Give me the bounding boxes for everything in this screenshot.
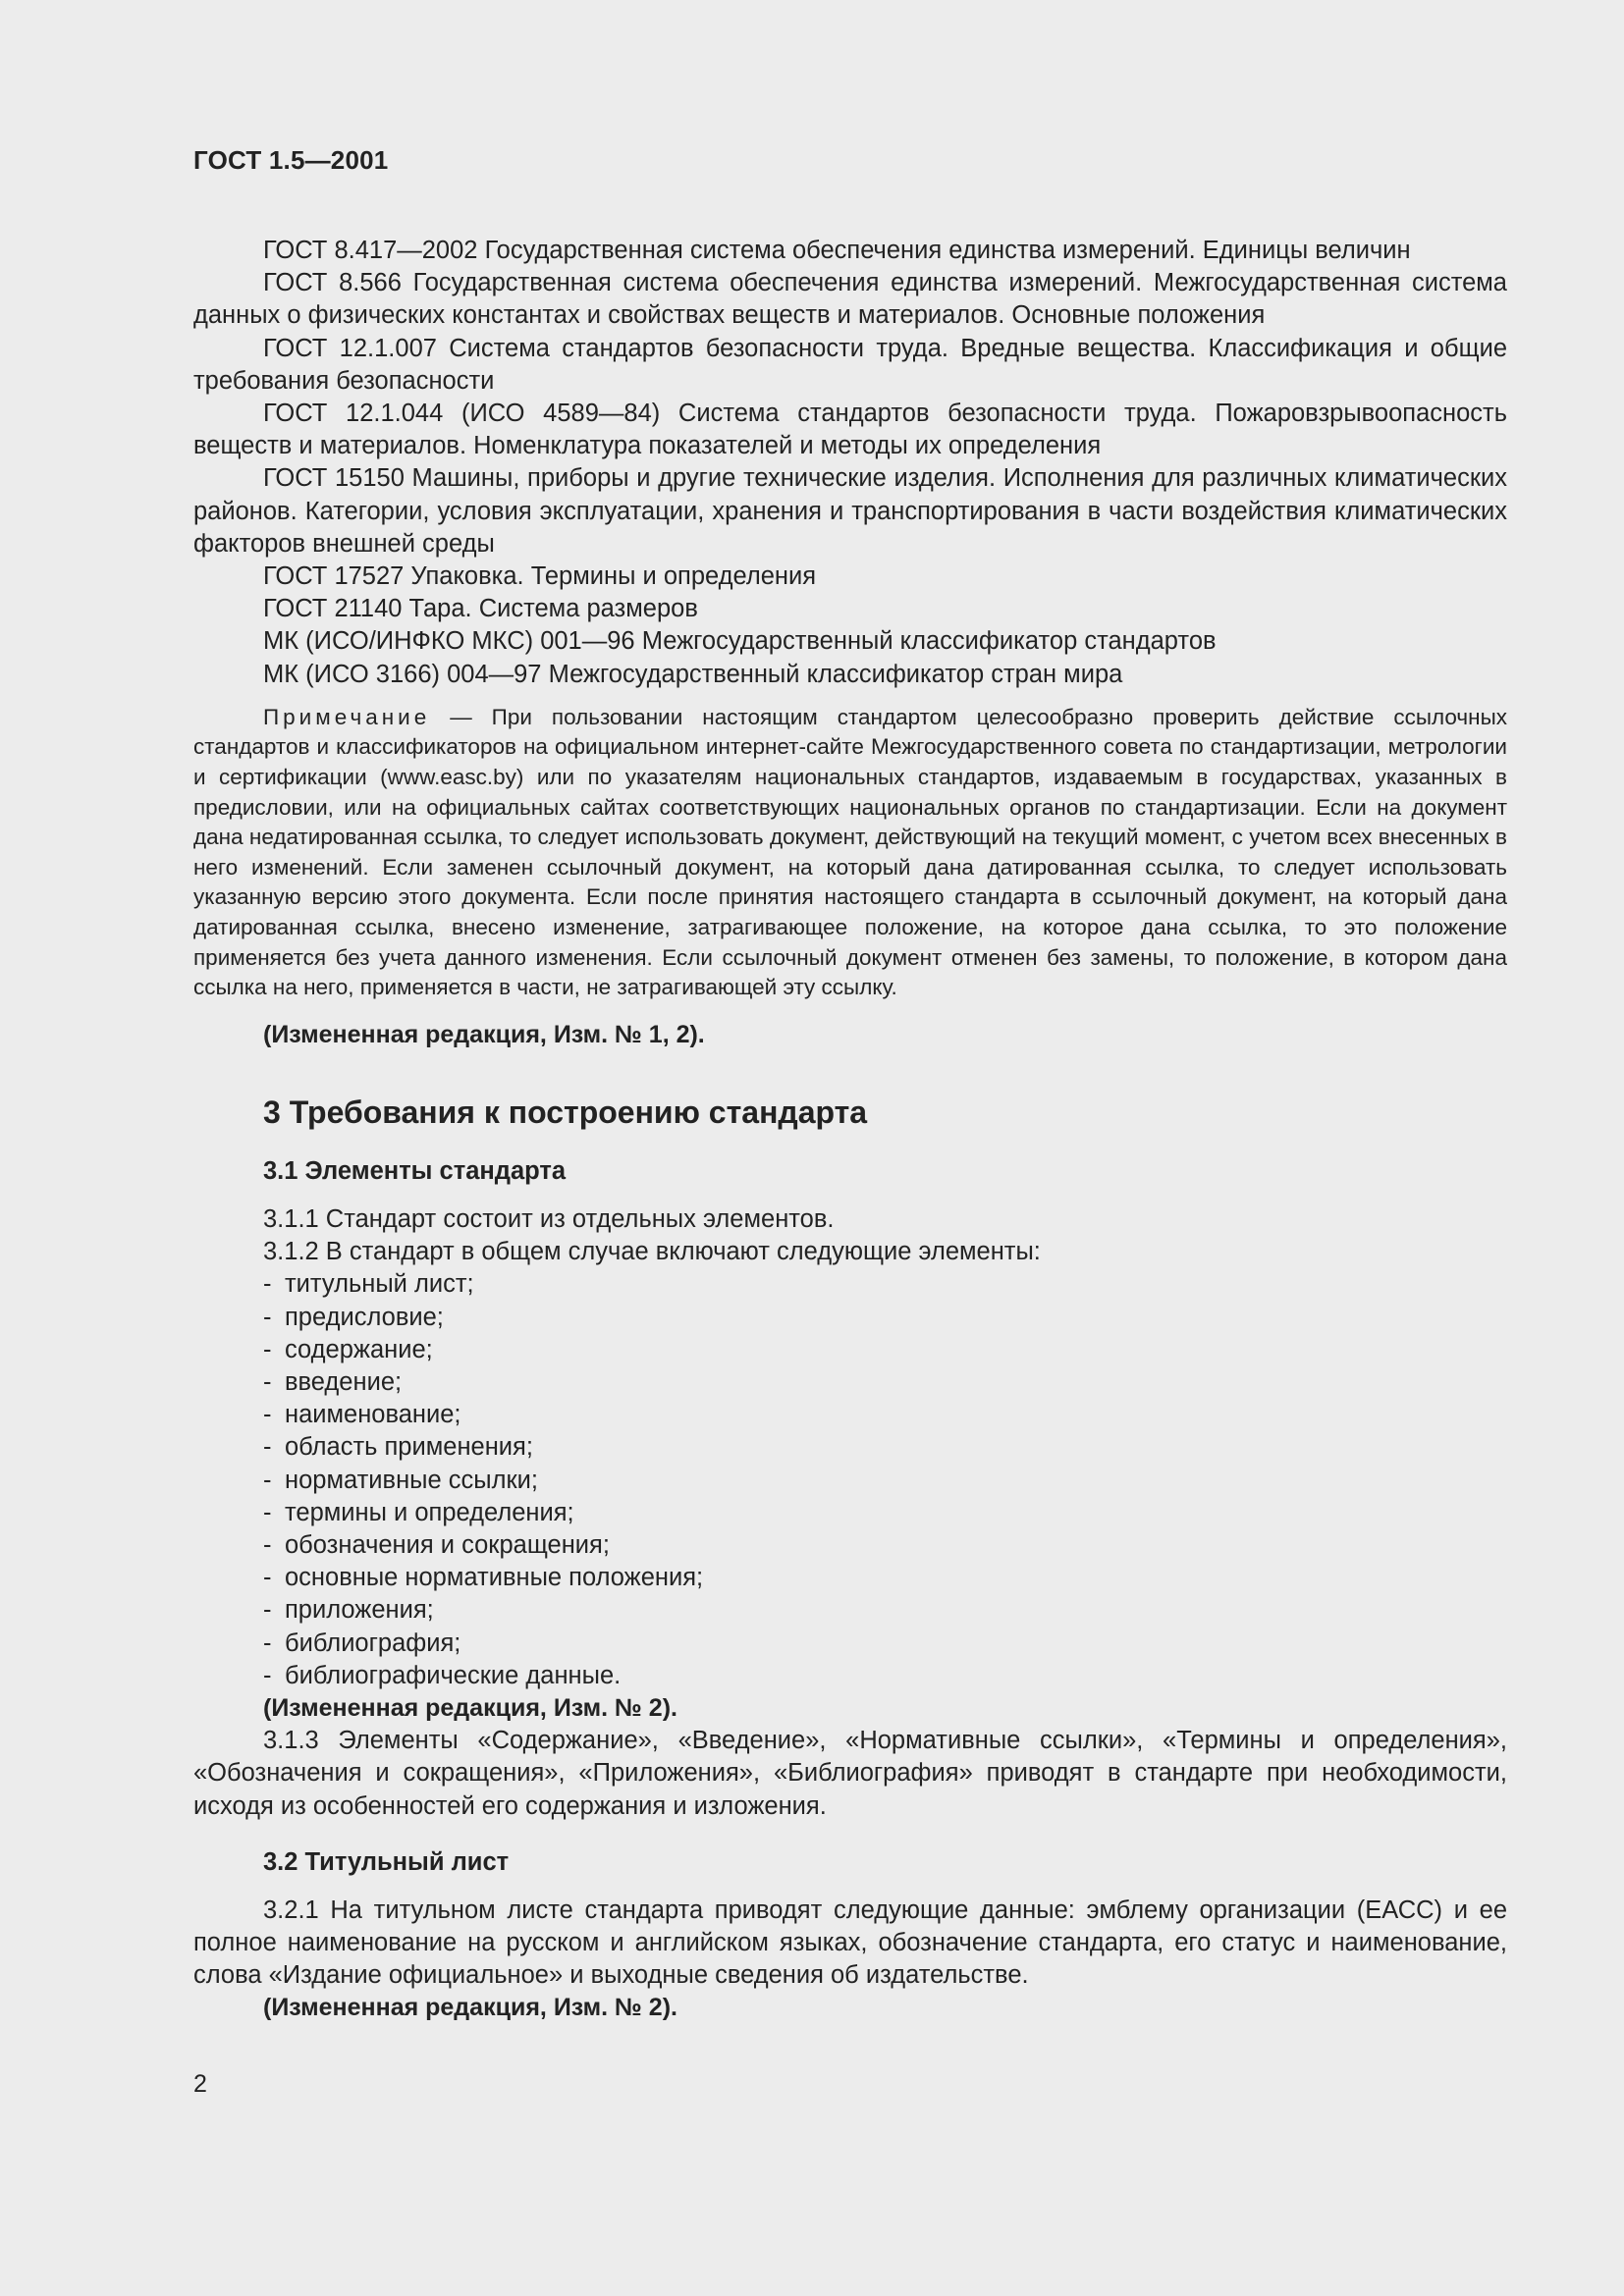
reference-item: ГОСТ 8.417—2002 Государственная система обеспечения единства измерений. Единицы величин [263,237,1411,264]
list-item: - библиография; [263,1629,461,1657]
amendment-note: (Измененная редакция, Изм. № 1, 2). [263,1020,705,1048]
page-number: 2 [193,2070,207,2098]
normative-references-list [193,235,1507,691]
note-text: — При пользовании настоящим стандартом целесообразно проверить действие ссылочных стандартов и классификаторов на официальном интернет-сайте Межгосударственного совета по стандартизации, метрологии и сертификации (www.easc.by) или по указателям национальных стандартов, издаваемым в государствах, указанных в предисловии, или на официальных сайтах соответствующих национальных органов по стандартизации. Если на документ дана недатированная ссылка, то следует использовать документ, действующий на текущий момент, с учетом всех внесенных в него изменений. Если заменен ссылочный документ, на который дана датированная ссылка, то следует использовать указанную версию этого документа. Если после принятия настоящего стандарта в ссылочный документ, на который дана датированная ссылка, внесено изменение, затрагивающее положение, на которое дана ссылка, то это положение применяется без учета данного изменения. Если ссылочный документ отменен без замены, то положение, в котором дана ссылка на него, применяется в части, не затрагивающей эту ссылку. [193,704,1507,1000]
reference-item: ГОСТ 17527 Упаковка. Термины и определения [263,562,817,591]
subsection-3-2-heading: 3.2 Титульный лист [263,1847,510,1876]
reference-item: ГОСТ 15150 Машины, приборы и другие технические изделия. Исполнения для различных климатических районов. Категории, условия эксплуатации, хранения и транспортирования в части воздействия климатических факторов внешней среды [193,464,1507,558]
list-item: - предисловие; [263,1303,444,1331]
reference-item: ГОСТ 12.1.044 (ИСО 4589—84) Система стандартов безопасности труда. Пожаровзрывоопасность веществ и материалов. Номенклатура показателей и методы их определения [193,400,1507,460]
page-content [193,145,1507,2025]
note-label: Примечание [263,704,431,729]
reference-item: МК (ИСО 3166) 004—97 Межгосударственный классификатор стран мира [263,660,1123,688]
note-paragraph [193,703,1507,1003]
reference-item: ГОСТ 21140 Тара. Система размеров [263,595,698,623]
amendment-note: (Измененная редакция, Изм. № 2). [263,1994,677,2022]
list-item: - основные нормативные положения; [263,1564,704,1592]
reference-item: ГОСТ 12.1.007 Система стандартов безопасности труда. Вредные вещества. Классификация и общие требования безопасности [193,334,1507,395]
section-3-heading: 3 Требования к построению стандарта [263,1094,868,1130]
list-item: - наименование; [263,1401,461,1429]
list-item: - нормативные ссылки; [263,1466,538,1494]
document-code-header: ГОСТ 1.5—2001 [193,145,389,175]
list-item: - область применения; [263,1433,533,1462]
amendment-note: (Измененная редакция, Изм. № 2). [263,1694,677,1723]
clause-3-1-2: 3.1.2 В стандарт в общем случае включают следующие элементы: [263,1238,1041,1266]
reference-item: ГОСТ 8.566 Государственная система обеспечения единства измерений. Межгосударственная система данных о физических константах и свойствах веществ и материалов. Основные положения [193,269,1507,330]
list-item: - приложения; [263,1596,434,1625]
clause-3-1-1: 3.1.1 Стандарт состоит из отдельных элементов. [263,1204,835,1233]
list-item: - содержание; [263,1335,433,1363]
clause-3-2-1: 3.2.1 На титульном листе стандарта приводят следующие данные: эмблему организации (ЕАСС) и ее полное наименование на русском и английском языках, обозначение стандарта, его статус и наименование, слова «Издание официальное» и выходные сведения об издательстве. [193,1896,1507,1990]
list-item: - введение; [263,1368,403,1396]
clause-3-1-3: 3.1.3 Элементы «Содержание», «Введение», «Нормативные ссылки», «Термины и определения», «Обозначения и сокращения», «Приложения», «Библиография» приводят в стандарте при необходимости, исходя из особенностей его содержания и изложения. [193,1727,1507,1820]
standard-elements-list [193,1268,1507,1692]
list-item: - титульный лист; [263,1270,474,1299]
list-item: - термины и определения; [263,1498,574,1526]
reference-item: МК (ИСО/ИНФКО МКС) 001—96 Межгосударственный классификатор стандартов [263,627,1217,656]
list-item: - обозначения и сокращения; [263,1531,610,1560]
list-item: - библиографические данные. [263,1661,622,1689]
subsection-3-1-heading: 3.1 Элементы стандарта [263,1156,567,1185]
